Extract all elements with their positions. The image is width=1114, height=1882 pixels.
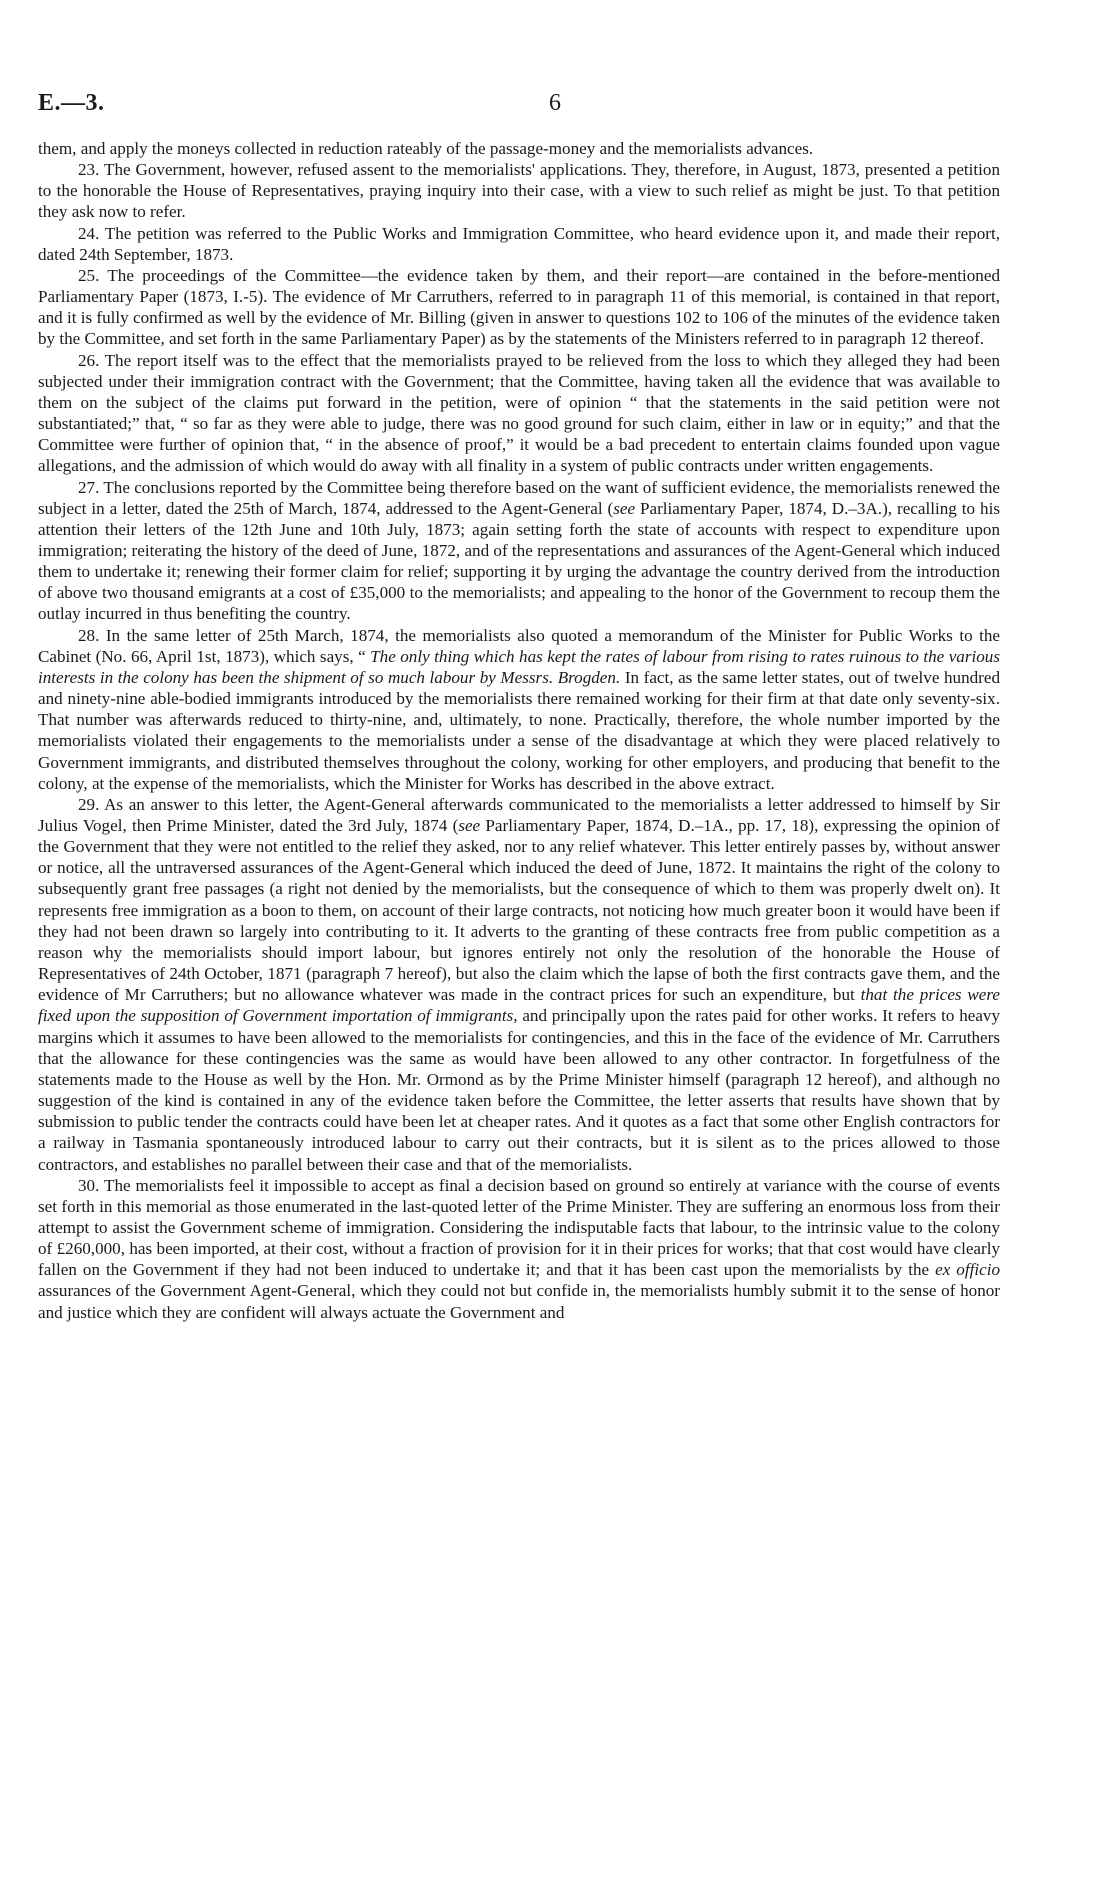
text-run: 24. The petition was referred to the Public Works and Immigration Committee, who heard evidence upon it, and made their report, dated 24th September, 1873. [38,223,1000,264]
paragraph [38,138,1000,159]
paragraph [38,223,1000,265]
text-run: 28. In the same letter of 25th March, 1874, the memorialists also quoted a memorandum of the Minister for Public Works to the Cabinet (No. 66, April 1st, 1873), which says, “ [38,625,1000,666]
text-run: 30. The memorialists feel it impossible to accept as final a decision based on ground so entirely at variance with the course of events set forth in this memorial as those enumerated in the last-quoted letter of the Prime Minister. They are suffering an enormous loss from their attempt to assist the Government scheme of immigration. Considering the indisputable facts that labour, to the intrinsic value to the colony of £260,000, has been imported, at their cost, without a fraction of provision for it in their prices for works; that that cost would have clearly fallen on the Government if they had not been induced to undertake it; and that it has been cast upon the memorialists by the [38,1175,1000,1280]
text-run: assurances of the Government Agent-General, which they could not but confide in, the memorialists humbly submit it to the sense of honor and justice which they are confident will always actuate the Government and [38,1281,1000,1322]
paragraph [38,265,1000,350]
text-run: 26. The report itself was to the effect that the memorialists prayed to be relieved from the loss to which they alleged they had been subjected under their immigration contract with the Government; that the Committee, having taken all the evidence that was available to them on the subject of the claims put forward in the petition, were of opinion “ that the statements in the said petition were not substantiated;” that, “ so far as they were able to judge, there was no good ground for such claim, either in law or in equity;” and that the Committee were further of opinion that, “ in the absence of proof,” it would be a bad precedent to entertain claims founded upon vague allegations, and the admission of which would do away with all finality in a system of public contracts under written engagements. [38,350,1000,476]
paragraph [38,794,1000,1175]
paragraph [38,350,1000,477]
text-run: 23. The Government, however, refused assent to the memorialists' applications. They, therefore, in August, 1873, presented a petition to the honorable the House of Representatives, praying inquiry into their case, with a view to such relief as might be just. To that petition they ask now to refer. [38,160,1000,222]
italic-text: that the prices were fixed upon the supposition of Government importation of immigrants, [38,985,1000,1026]
paragraph [38,625,1000,794]
text-run: 27. The conclusions reported by the Committee being therefore based on the want of sufficient evidence, the memorialists renewed the subject in a letter, dated the 25th of March, 1874, addressed to the Agent-General ( [38,477,1000,518]
italic-text: see [458,816,481,835]
paragraph [38,477,1000,625]
text-run: Parliamentary Paper, 1874, D.–1A., pp. 17, 18), expressing the opinion of the Government that they were not entitled to the relief they asked, nor to any relief whatever. This letter entirely passes by, without answer or notice, all the untraversed assurances of the Agent-General which induced the deed of June, 1872. It maintains the right of the colony to subsequently grant free passages (a right not denied by the memorialists, but the consequence of which to them was properly dwelt on). It represents free immigration as a boon to them, on account of their large contracts, not noticing how much greater boon it would have been if they had not been drawn so largely into contributing to it. It adverts to the granting of these contracts free from public competition as a reason why the memorialists should import labour, but ignores entirely not only the resolution of the honorable the House of Representatives of 24th October, 1871 (paragraph 7 hereof), but also the claim which the lapse of both the first contracts gave them, and the evidence of Mr Carruthers; but no allowance whatever was made in the contract prices for such an expenditure, but [38,816,1001,1005]
italic-text: see [613,498,636,518]
text-run: Parliamentary Paper, 1874, D.–3A.), recalling to his attention their letters of the 12th June and 10th July, 1873; again setting forth the state of accounts with respect to expenditure upon immigration; reiterating the history of the deed of June, 1872, and of the representations and assurances of the Agent-General which induced them to undertake it; renewing their former claim for relief; supporting it by urging the advantage the country derived from the introduction of above two thousand emigrants at a cost of £35,000 to the memorialists; and appealing to the honor of the Government to recoup them the outlay incurred in thus benefiting the country. [38,498,1000,624]
document-reference: E.—3. [38,90,105,116]
italic-text: ex officio [935,1260,1000,1280]
page-header [38,90,1076,130]
italic-text: The only thing which has kept the rates of labour from rising to rates ruinous to the various interests in the colony has been the shipment of so much labour by Messrs. Brogden. [38,646,1000,687]
text-run: 25. The proceedings of the Committee—the evidence taken by them, and their report—are contained in the before-mentioned Parliamentary Paper (1873, I.-5). The evidence of Mr Carruthers, referred to in paragraph 11 of this memorial, is contained in that report, and it is fully confirmed as well by the evidence of Mr. Billing (given in answer to questions 102 to 106 of the minutes of the evidence taken by the Committee, and set forth in the same Parliamentary Paper) as by the statements of the Ministers referred to in paragraph 12 thereof. [38,265,1000,349]
paragraph [38,159,1000,222]
text-run: and principally upon the rates paid for other works. It refers to heavy margins which it assumes to have been allowed to the memorialists for contingencies, and this in the face of the evidence of Mr. Carruthers that the allowance for these contingencies was the same as would have been allowed to any other contractor. In forgetfulness of the statements made to the House as well by the Hon. Mr. Ormond as by the Prime Minister himself (paragraph 12 hereof), and although no suggestion of the kind is contained in any of the evidence taken before the Committee, the letter asserts that results have shown that by submission to public tender the contracts could have been let at cheaper rates. And it quotes as a fact that some other English contractors for a railway in Tasmania spontaneously introduced labour to carry out their contracts, but it is silent as to the prices allowed to those contractors, and establishes no parallel between their case and that of the memorialists. [38,1006,1001,1174]
document-body [38,138,1000,1323]
page-number: 6 [549,90,561,116]
text-run: them, and apply the moneys collected in reduction rateably of the passage-money and the memorialists advances. [38,139,814,158]
text-run: In fact, as the same letter states, out of twelve hundred and ninety-nine able-bodied immigrants introduced by the memorialists there remained working for their firm at that date only seventy-six. That number was afterwards reduced to thirty-nine, and, ultimately, to none. Practically, therefore, the whole number imported by the memorialists violated their engagements to the memorialists under a sense of the disadvantage at which they were placed relatively to Government immigrants, and distributed themselves throughout the colony, working for other employers, and producing that benefit to the colony, at the expense of the memorialists, which the Minister for Works has described in the above extract. [38,667,1001,793]
paragraph [38,1175,1000,1323]
text-run: 29. As an answer to this letter, the Agent-General afterwards communicated to the memorialists a letter addressed to himself by Sir Julius Vogel, then Prime Minister, dated the 3rd July, 1874 ( [38,794,1000,835]
